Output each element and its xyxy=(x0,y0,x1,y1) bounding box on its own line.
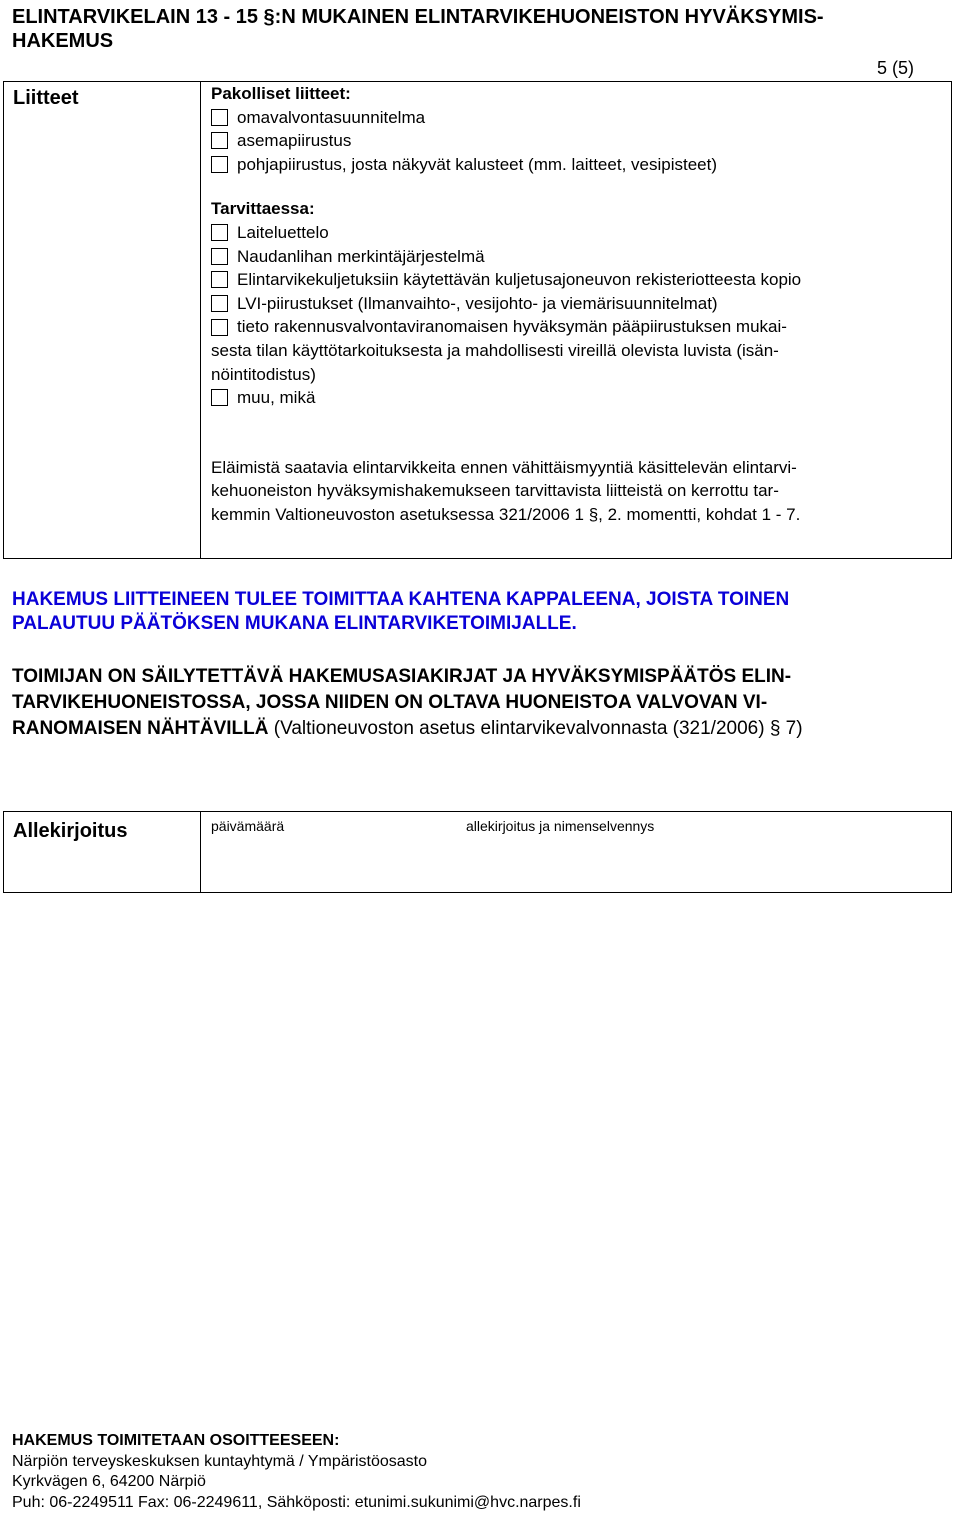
checkbox[interactable] xyxy=(211,248,228,265)
attachments-content xyxy=(211,82,946,527)
checkbox[interactable] xyxy=(211,132,228,149)
optional-item-label: Laiteluettelo xyxy=(237,222,329,242)
optional-item[interactable] xyxy=(211,221,946,245)
document-title xyxy=(12,5,824,53)
optional-item-label: Naudanlihan merkintäjärjestelmä xyxy=(237,246,485,266)
signature-table xyxy=(3,811,952,893)
checkbox[interactable] xyxy=(211,224,228,241)
optional-item-label: sesta tilan käyttötarkoituksesta ja mahdollisesti vireillä olevista luvista (isän- xyxy=(211,340,779,360)
submission-notice-line1: HAKEMUS LIITTEINEEN TULEE TOIMITTAA KAHTENA KAPPALEENA, JOISTA TOINEN xyxy=(12,589,790,610)
footer-contact: Puh: 06-2249511 Fax: 06-2249611, Sähköposti: etunimi.sukunimi@hvc.narpes.fi xyxy=(12,1493,581,1511)
attachments-note-line: kehuoneiston hyväksymishakemukseen tarvittavista liitteistä on kerrottu tar- xyxy=(211,481,779,501)
checkbox[interactable] xyxy=(211,271,228,288)
attachments-table xyxy=(3,81,952,559)
table-divider xyxy=(200,812,201,892)
optional-item[interactable] xyxy=(211,245,946,269)
mandatory-item[interactable] xyxy=(211,106,946,130)
signature-field-label[interactable]: allekirjoitus ja nimenselvennys xyxy=(466,818,655,834)
page-number: 5 (5) xyxy=(877,58,915,78)
mandatory-item-label: asemapiirustus xyxy=(237,131,352,151)
document-title-line1: ELINTARVIKELAIN 13 - 15 §:N MUKAINEN ELINTARVIKEHUONEISTON HYVÄKSYMIS- xyxy=(12,6,824,28)
optional-item-continuation xyxy=(211,339,946,363)
optional-item-label: nöintitodistus) xyxy=(211,364,316,384)
mandatory-item-label: pohjapiirustus, josta näkyvät kalusteet (mm. laitteet, vesipisteet) xyxy=(237,154,717,174)
signature-label: Allekirjoitus xyxy=(13,820,128,842)
footer-heading: HAKEMUS TOIMITETAAN OSOITTEESEEN: xyxy=(12,1432,340,1449)
attachments-note-line: kemmin Valtioneuvoston asetuksessa 321/2006 1 §, 2. momentti, kohdat 1 - 7. xyxy=(211,504,801,524)
optional-item-label: tieto rakennusvalvontaviranomaisen hyväksymän pääpiirustuksen mukai- xyxy=(237,317,787,337)
mandatory-item[interactable] xyxy=(211,153,946,177)
document-title-line2: HAKEMUS xyxy=(12,30,114,52)
optional-item-other[interactable] xyxy=(211,386,946,410)
optional-item[interactable] xyxy=(211,292,946,316)
retention-notice-bold: RANOMAISEN NÄHTÄVILLÄ xyxy=(12,718,269,739)
optional-item-label: muu, mikä xyxy=(237,388,316,408)
footer-address xyxy=(12,1431,581,1513)
retention-notice-reference: (Valtioneuvoston asetus elintarvikevalvonnasta (321/2006) § 7) xyxy=(268,718,803,739)
submission-notice-line2: PALAUTUU PÄÄTÖKSEN MUKANA ELINTARVIKETOIMIJALLE. xyxy=(12,613,577,634)
footer-organization: Närpiön terveyskeskuksen kuntayhtymä / Ympäristöosasto xyxy=(12,1452,428,1470)
checkbox[interactable] xyxy=(211,319,228,336)
optional-heading: Tarvittaessa: xyxy=(211,199,315,219)
retention-notice xyxy=(12,664,803,742)
optional-item-continuation xyxy=(211,363,946,387)
mandatory-item-label: omavalvontasuunnitelma xyxy=(237,107,426,127)
optional-item-label: Elintarvikekuljetuksiin käytettävän kuljetusajoneuvon rekisteriotteesta kopio xyxy=(237,270,802,290)
retention-notice-line1: TOIMIJAN ON SÄILYTETTÄVÄ HAKEMUSASIAKIRJAT JA HYVÄKSYMISPÄÄTÖS ELIN- xyxy=(12,666,792,687)
mandatory-item[interactable] xyxy=(211,129,946,153)
mandatory-heading: Pakolliset liitteet: xyxy=(211,84,351,103)
date-field-label[interactable]: päivämäärä xyxy=(211,818,285,834)
table-divider xyxy=(200,82,201,558)
retention-notice-line2: TARVIKEHUONEISTOSSA, JOSSA NIIDEN ON OLTAVA HUONEISTOA VALVOVAN VI- xyxy=(12,692,768,713)
optional-item-label: LVI-piirustukset (Ilmanvaihto-, vesijohto- ja viemärisuunnitelmat) xyxy=(237,293,718,313)
checkbox[interactable] xyxy=(211,156,228,173)
checkbox[interactable] xyxy=(211,389,228,406)
optional-item-building-info[interactable] xyxy=(211,315,946,339)
submission-notice xyxy=(12,588,789,636)
attachments-label: Liitteet xyxy=(13,87,79,109)
optional-item[interactable] xyxy=(211,268,946,292)
retention-notice-line3 xyxy=(12,716,803,742)
checkbox[interactable] xyxy=(211,295,228,312)
footer-street: Kyrkvägen 6, 64200 Närpiö xyxy=(12,1473,206,1490)
attachments-note-line: Eläimistä saatavia elintarvikkeita ennen vähittäismyyntiä käsittelevän elintarvi- xyxy=(211,457,797,477)
checkbox[interactable] xyxy=(211,109,228,126)
